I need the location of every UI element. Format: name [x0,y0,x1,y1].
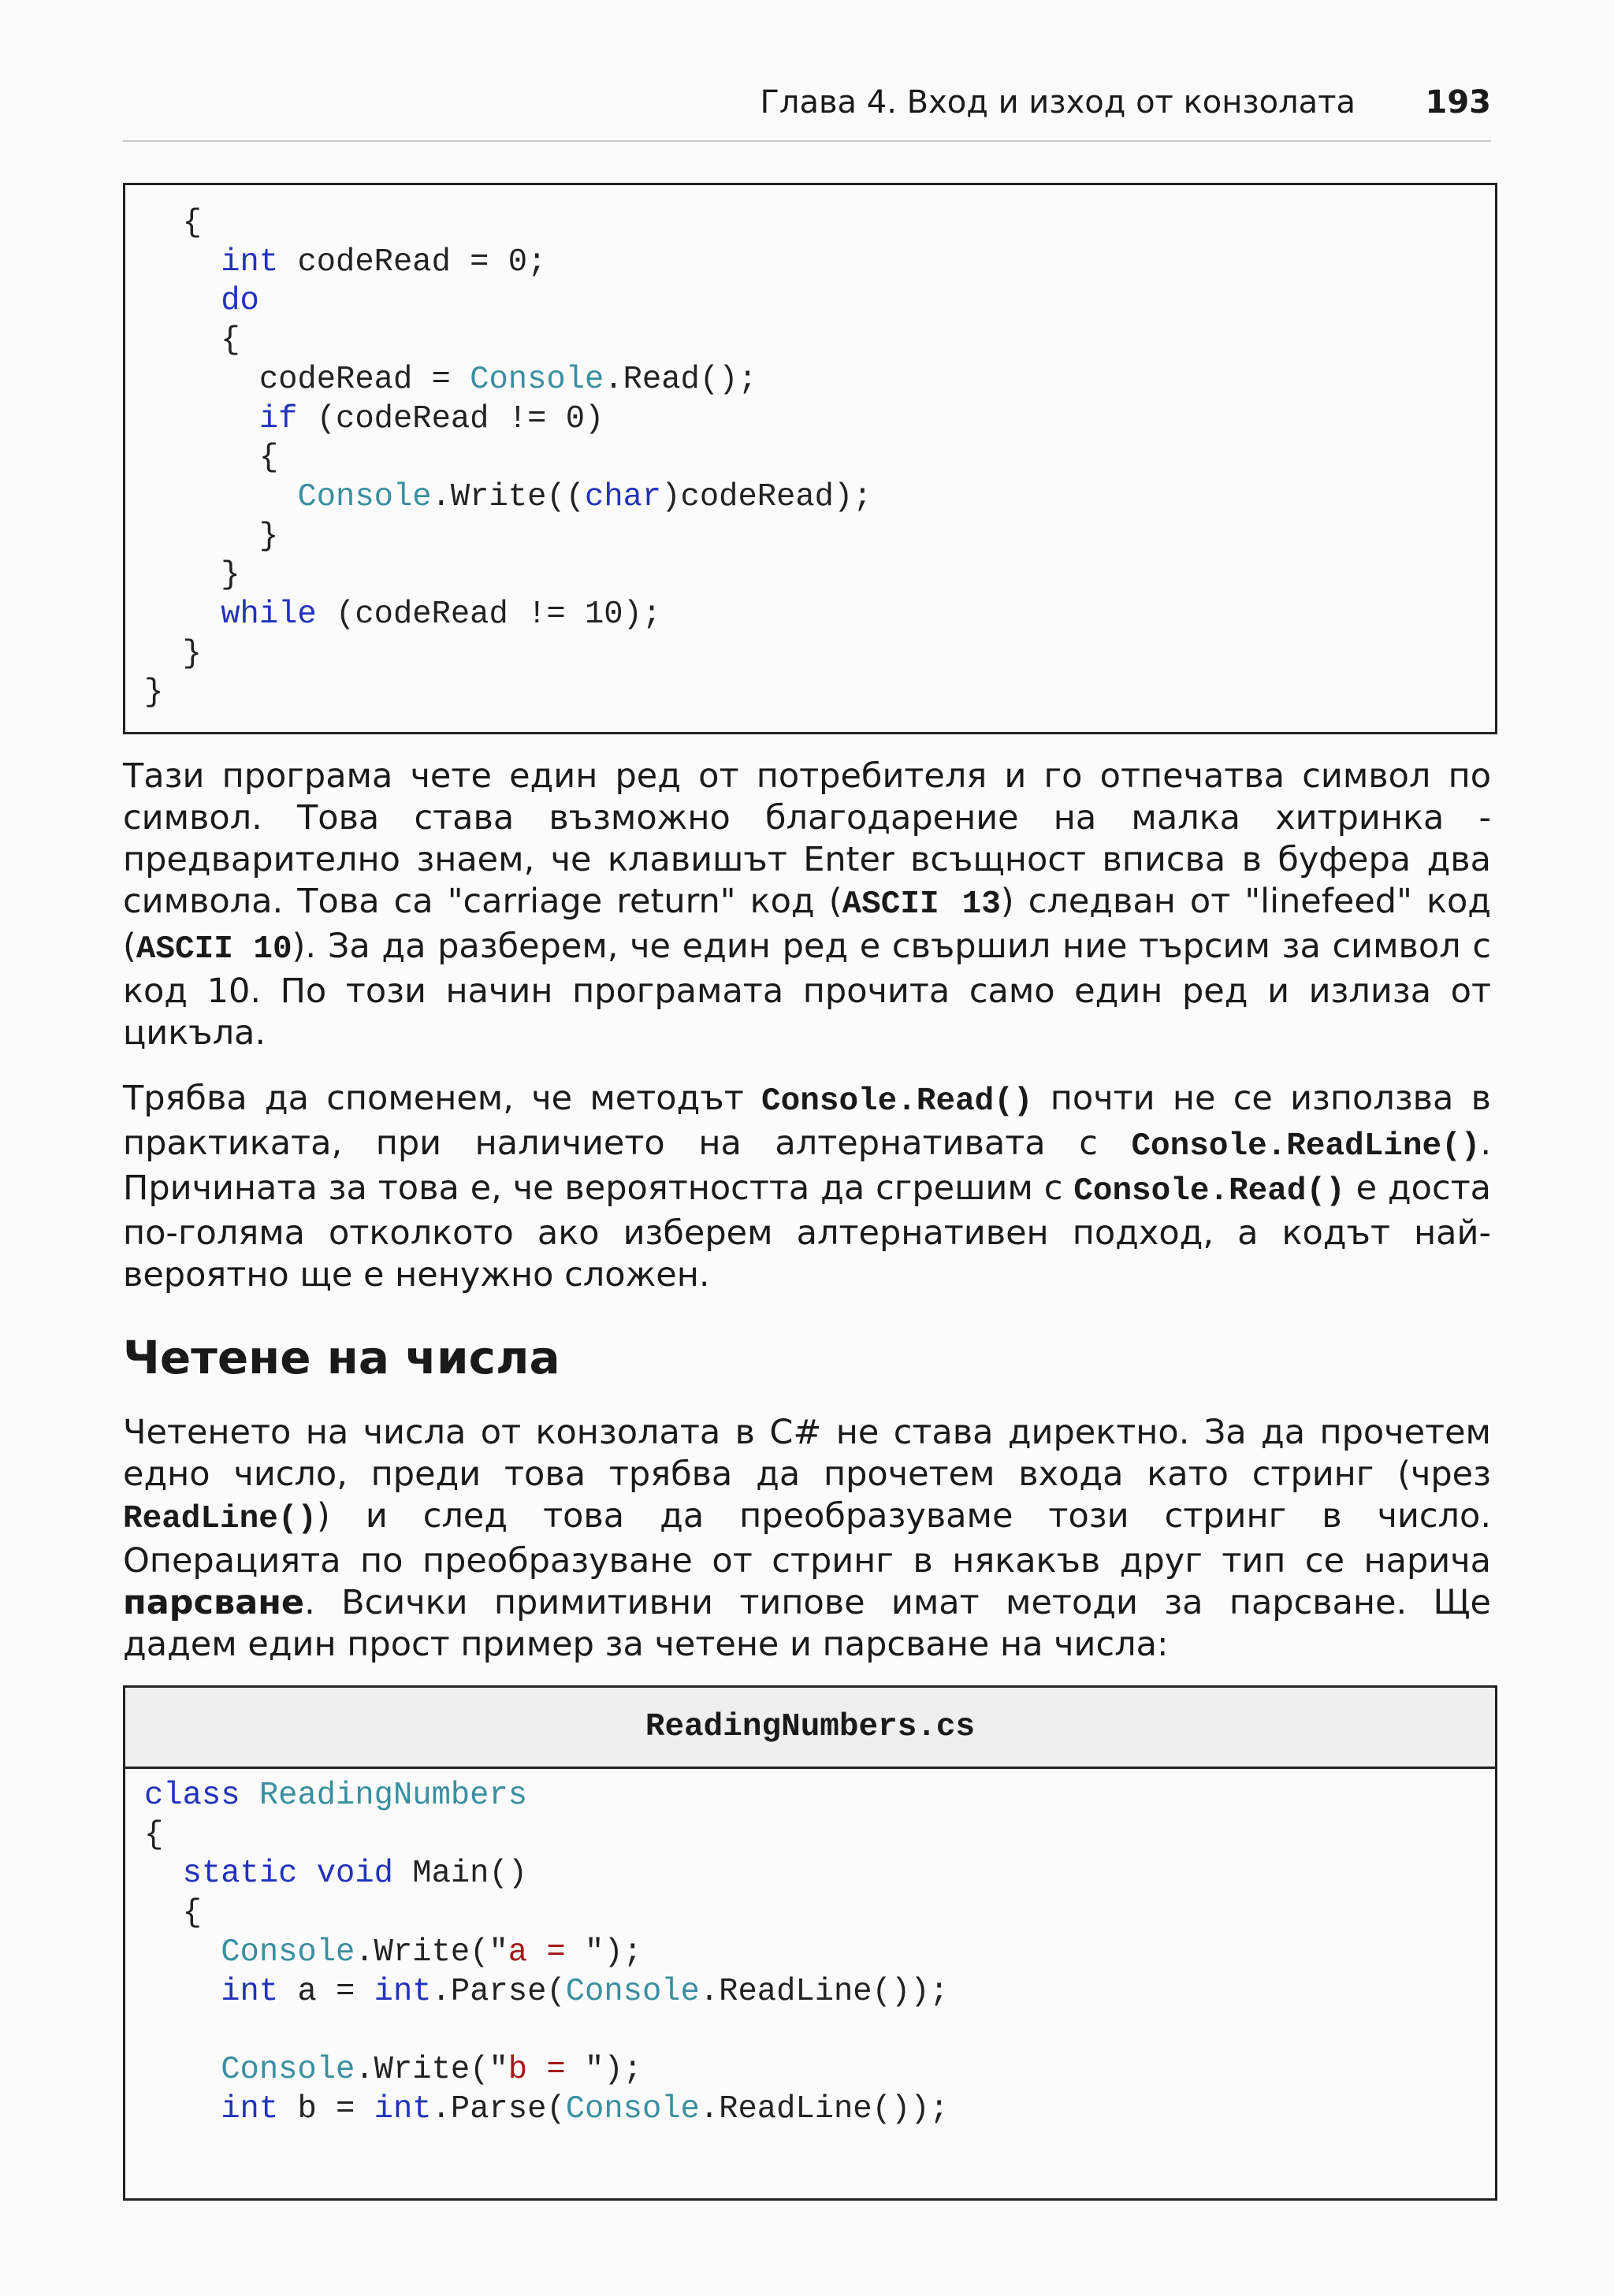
inline-code: Console.Read() [1073,1173,1345,1209]
running-header [123,83,1491,122]
inline-code: Console.Read() [761,1083,1033,1120]
paragraph-text: Трябва да споменем, че методът [123,1079,762,1118]
code-line: Console.Write("b = "); [221,2051,642,2088]
header-rule [123,140,1491,142]
paragraph-text: . Причината за това е, че вероятността да сгрешим с [123,1124,1491,1208]
paragraph-3 [123,1412,1491,1666]
code-line: Console.Write((char)codeRead); [297,478,872,515]
paragraph-text: ) следван от "linefeed" код ( [123,882,1491,966]
code-line: { [144,440,279,477]
code-line: { [144,322,240,359]
paragraph-text: . Всички примитивни типове имат методи за парсване. Ще дадем един прост пример за четене и парсване на числа: [123,1583,1491,1664]
paragraph-2 [123,1078,1491,1296]
code-listing-1 [125,185,1495,713]
paragraph-text: е доста по-голяма отколкото ако изберем алтернативен подход, а кодът най-вероятно ще е ненужно сложен. [123,1168,1491,1295]
code-line: int codeRead = 0; [221,243,547,280]
code-line: int a = int.Parse(Console.ReadLine()); [221,1973,949,2010]
paragraph-text: Тази програма чете един ред от потребителя и го отпечатва символ по символ. Това става възможно благодарение на малка хитринка - предварително знаем, че клавишът Enter всъщност вписва в буфера два символа. Това са "carriage return" код ( [123,756,1491,921]
inline-code: ReadLine() [123,1501,318,1537]
paragraph-text: ). За да разберем, че един ред е свършил ние търсим за символ с код 10. По този начин програмата прочита само един ред и излиза от цикъла. [123,927,1491,1053]
code-line: } [144,635,202,672]
code-block-1 [123,183,1497,734]
code-block-2 [123,1685,1497,2201]
inline-code: ASCII 13 [842,886,1001,923]
code-line: { [144,1895,202,1932]
code-line: } [144,674,164,711]
section-heading: Четене на числа [123,1331,560,1384]
code-line: } [144,518,279,555]
code-caption: ReadingNumbers.cs [125,1688,1495,1769]
code-line: static void Main() [182,1856,528,1893]
code-line: Console.Write("a = "); [221,1934,642,1971]
paragraph-text: почти не се използва в практиката, при наличието на алтернативата с [123,1079,1491,1163]
paragraph-1 [123,756,1491,1054]
page-number: 193 [1425,84,1491,121]
inline-code: ASCII 10 [136,931,292,968]
code-listing-2 [125,1769,1495,2129]
paragraph-text: Четенето на числа от конзолата в C# не става директно. За да прочетем едно число, преди това трябва да прочетем входа като стринг (чрез [123,1413,1491,1494]
code-line: { [144,205,202,241]
inline-code: Console.ReadLine() [1131,1128,1481,1165]
code-line: { [144,1816,164,1853]
paragraph-text: ) и след това да преобразуваме този стринг в число. Операцията по преобразуване от стринг в някакъв друг тип се нарича [123,1496,1491,1581]
code-line: codeRead = Console.Read(); [144,361,757,398]
code-line: while (codeRead != 10); [221,596,662,633]
code-line: if (codeRead != 0) [258,400,604,437]
code-line: } [144,557,240,594]
bold-term: парсване [123,1583,305,1622]
code-line: class ReadingNumbers [144,1778,528,1814]
chapter-title: Глава 4. Вход и изход от конзолата [760,84,1356,121]
code-line: int b = int.Parse(Console.ReadLine()); [221,2090,949,2127]
code-line: do [221,283,259,320]
